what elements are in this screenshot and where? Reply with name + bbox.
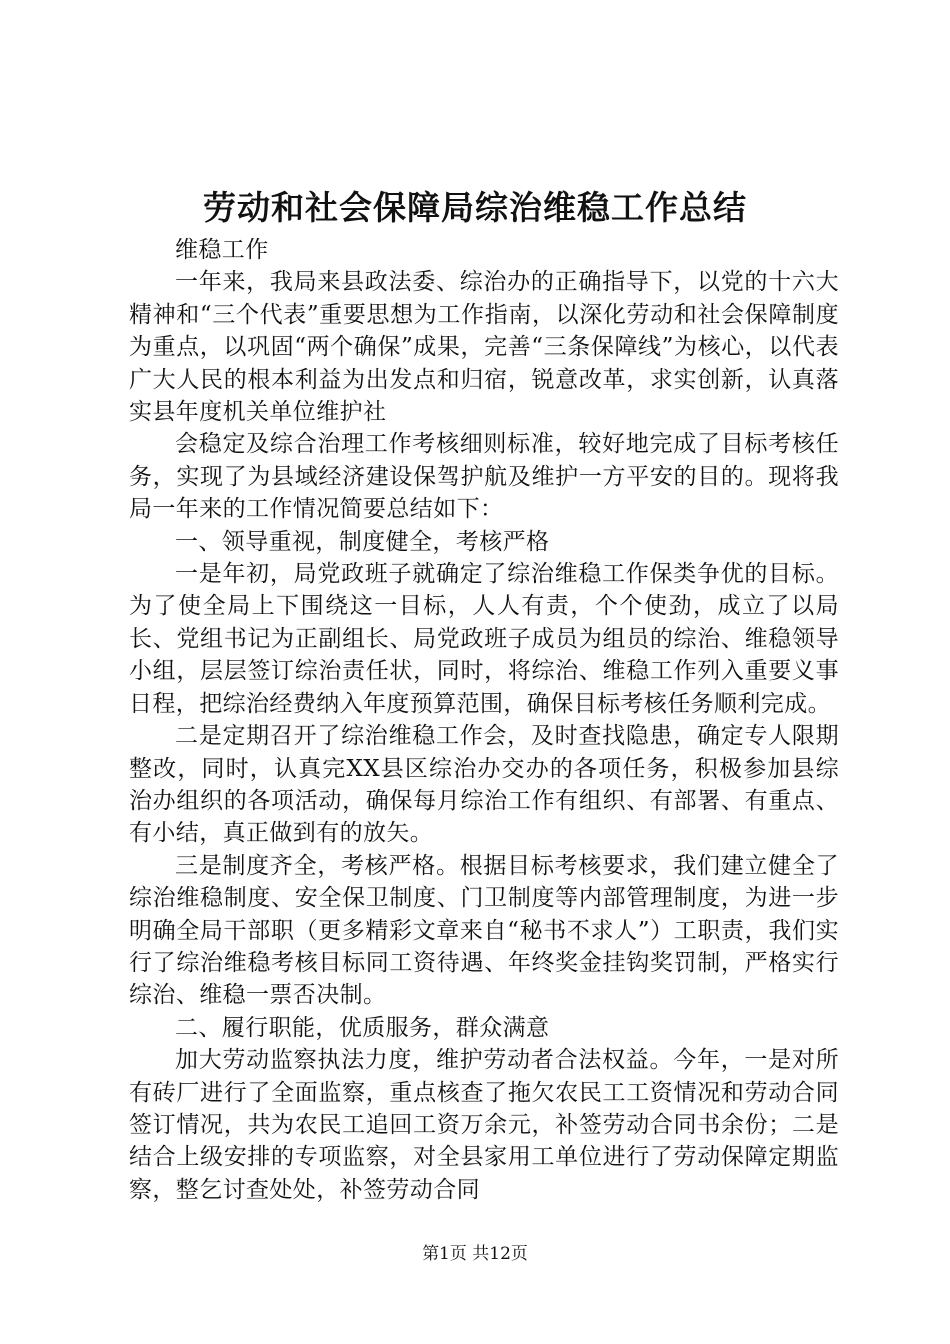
document-body xyxy=(129,234,839,1206)
section-heading: 二、履行职能，优质服务，群众满意 xyxy=(175,1014,550,1041)
section-heading: 一、领导重视，制度健全，考核严格 xyxy=(175,528,550,555)
document-title: 劳动和社会保障局综治维稳工作总结 xyxy=(203,188,747,227)
paragraph: 一年来，我局来县政法委、综治办的正确指导下，以党的十六大精神和“三个代表”重要思想为工作指南，以深化劳动和社会保障制度为重点，以巩固“两个确保”成果，完善“三条保障线”为核心，以代表广大人民的根本利益为出发点和归宿，锐意改革，求实创新，认真落实县年度机关单位维护社 xyxy=(129,269,839,426)
paragraph: 加大劳动监察执法力度，维护劳动者合法权益。今年，一是对所有砖厂进行了全面监察，重点核查了拖欠农民工工资情况和劳动合同签订情况，共为农民工追回工资万余元，补签劳动合同书余份；二是结合上级安排的专项监察，对全县家用工单位进行了劳动保障定期监察，整乞讨查处处，补签劳动合同 xyxy=(129,1047,839,1203)
paragraph: 一是年初，局党政班子就确定了综治维稳工作保类争优的目标。为了使全局上下围绕这一目标，人人有责，个个使劲，成立了以局长、党组书记为正副组长、局党政班子成员为组员的综治、维稳领导小组，层层签订综治责任状，同时，将综治、维稳工作列入重要义事日程，把综治经费纳入年度预算范围，确保目标考核任务顺利完成。 xyxy=(129,561,839,717)
paragraph: 三是制度齐全，考核严格。根据目标考核要求，我们建立健全了综治维稳制度、安全保卫制度、门卫制度等内部管理制度，为进一步明确全局干部职（更多精彩文章来自“秘书不求人”）工职责，我们实行了综治维稳考核目标同工资待遇、年终奖金挂钩奖罚制，严格实行综治、维稳一票否决制。 xyxy=(129,852,839,1009)
paragraph: 会稳定及综合治理工作考核细则标准，较好地完成了目标考核任务，实现了为县域经济建设保驾护航及维护一方平安的目的。现将我局一年来的工作情况简要总结如下： xyxy=(129,431,839,523)
paragraph: 二是定期召开了综治维稳工作会，及时查找隐患，确定专人限期整改，同时，认真完XX县区综治办交办的各项任务，积极参加县综治办组织的各项活动，确保每月综治工作有组织、有部署、有重点、有小结，真正做到有的放矢。 xyxy=(129,723,839,847)
page-number: 第1页 共12页 xyxy=(422,1244,528,1264)
paragraph: 维稳工作 xyxy=(175,237,269,263)
